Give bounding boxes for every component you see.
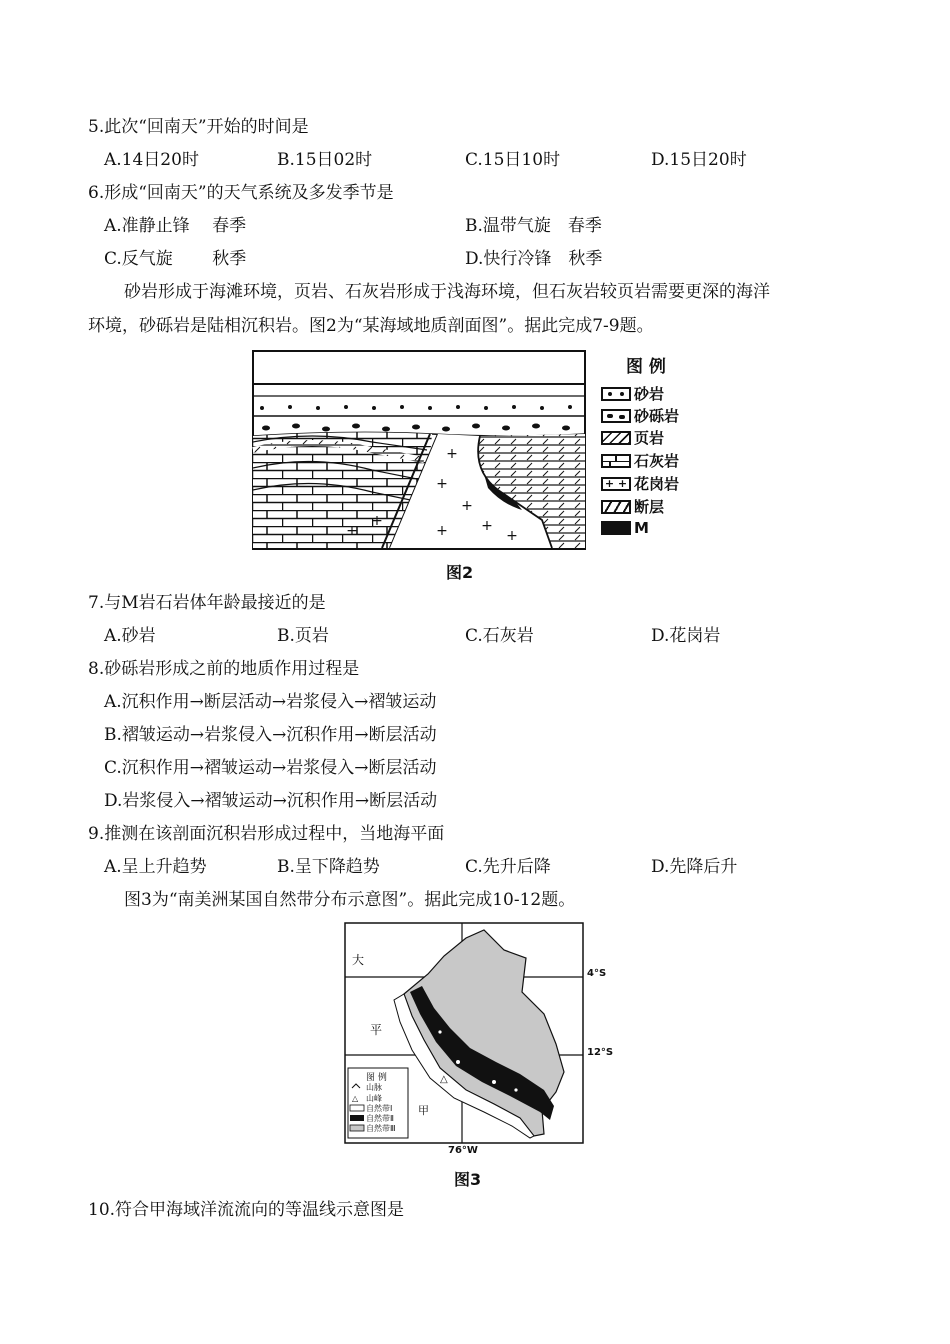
q8-option-c: C.沉积作用→褶皱运动→岩浆侵入→断层活动 [104, 758, 437, 778]
legend-zone2: 自然带Ⅱ [366, 1114, 394, 1123]
q6-option-a: A.准静止锋 春季 [104, 216, 247, 236]
figure2-cross-section [252, 350, 586, 550]
q7-stem: 7.与M岩石岩体年龄最接近的是 [88, 593, 326, 613]
map-char-top: 大 [352, 953, 365, 967]
q7-option-d: D.花岗岩 [651, 626, 721, 646]
limestone-swatch [601, 454, 631, 468]
q5-option-d: D.15日20时 [651, 150, 747, 170]
legend-zone1: 自然带Ⅰ [366, 1104, 393, 1113]
q6-option-b: B.温带气旋 春季 [465, 216, 602, 236]
q6-option-c: C.反气旋 秋季 [104, 249, 247, 269]
q8-option-b: B.褶皱运动→岩浆侵入→沉积作用→断层活动 [104, 725, 437, 745]
sandstone-swatch [601, 387, 631, 401]
svg-text:+: + [461, 498, 473, 514]
lat-12s-label: 12°S [587, 1047, 614, 1058]
peak-icon: △ [440, 1074, 448, 1085]
shale-swatch [601, 431, 631, 445]
legend-fault: 断层 [601, 496, 664, 517]
conglomerate-swatch [601, 409, 631, 423]
q10-stem: 10.符合甲海域洋流流向的等温线示意图是 [88, 1200, 405, 1220]
map-char-jia: 甲 [418, 1104, 429, 1117]
q7-option-b: B.页岩 [277, 626, 329, 646]
q6-option-d: D.快行冷锋 秋季 [465, 249, 603, 269]
legend-limestone: 石灰岩 [601, 450, 679, 471]
q5-option-a: A.14日20时 [104, 150, 199, 170]
legend-m-rock: M [601, 519, 649, 537]
svg-text:+: + [481, 518, 493, 534]
map-char-sea: 平 [370, 1023, 383, 1037]
q9-option-b: B.呈下降趋势 [277, 857, 380, 877]
q8-option-d: D.岩浆侵入→褶皱运动→沉积作用→断层活动 [104, 791, 438, 811]
legend-peak-icon: △ [352, 1094, 359, 1103]
figure2-caption: 图2 [446, 563, 474, 582]
intro-figure2-line1: 砂岩形成于海滩环境，页岩、石灰岩形成于浅海环境，但石灰岩较页岩需要更深的海洋 [124, 282, 770, 302]
intro-figure3: 图3为“南美洲某国自然带分布示意图”。据此完成10-12题。 [124, 890, 576, 910]
q9-option-d: D.先降后升 [651, 857, 738, 877]
q8-stem: 8.砂砾岩形成之前的地质作用过程是 [88, 659, 360, 679]
legend-granite: + + 花岗岩 [601, 473, 679, 494]
legend-peak: 山峰 [366, 1094, 382, 1103]
svg-text:+: + [436, 476, 448, 492]
figure3-legend-title: 图 例 [366, 1073, 387, 1083]
zone3-swatch [350, 1125, 364, 1131]
legend-sandstone: 砂岩 [601, 383, 664, 404]
granite-swatch: + + [601, 477, 631, 491]
q7-option-a: A.砂岩 [104, 626, 156, 646]
svg-text:+: + [371, 513, 383, 529]
legend-conglomerate: 砂砾岩 [601, 405, 679, 426]
figure2-legend-title: 图 例 [626, 357, 666, 377]
lat-4s-label: 4°S [587, 968, 607, 979]
intro-figure2-line2: 环境，砂砾岩是陆相沉积岩。图2为“某海域地质剖面图”。据此完成7-9题。 [88, 316, 654, 336]
legend-shale: 页岩 [601, 427, 664, 448]
m-rock-swatch [601, 521, 631, 535]
figure3-caption: 图3 [454, 1170, 482, 1189]
zone2-swatch [350, 1115, 364, 1121]
zone1-swatch [350, 1105, 364, 1111]
svg-text:+: + [446, 446, 458, 462]
legend-zone3: 自然带Ⅲ [366, 1124, 396, 1133]
lon-76w-label: 76°W [448, 1145, 478, 1156]
svg-text:+: + [506, 528, 518, 544]
q9-option-c: C.先升后降 [465, 857, 551, 877]
q6-stem: 6.形成“回南天”的天气系统及多发季节是 [88, 183, 394, 203]
svg-text:+: + [436, 523, 448, 539]
svg-text:+: + [346, 523, 358, 539]
q9-stem: 9.推测在该剖面沉积岩形成过程中，当地海平面 [88, 824, 445, 844]
q5-option-b: B.15日02时 [277, 150, 373, 170]
q8-option-a: A.沉积作用→断层活动→岩浆侵入→褶皱运动 [104, 692, 437, 712]
fault-swatch [601, 500, 631, 514]
q5-stem: 5.此次“回南天”开始的时间是 [88, 117, 309, 137]
q7-option-c: C.石灰岩 [465, 626, 534, 646]
legend-mountains: 山脉 [366, 1083, 382, 1092]
figure3-map [344, 922, 584, 1144]
q9-option-a: A.呈上升趋势 [104, 857, 207, 877]
q5-option-c: C.15日10时 [465, 150, 561, 170]
